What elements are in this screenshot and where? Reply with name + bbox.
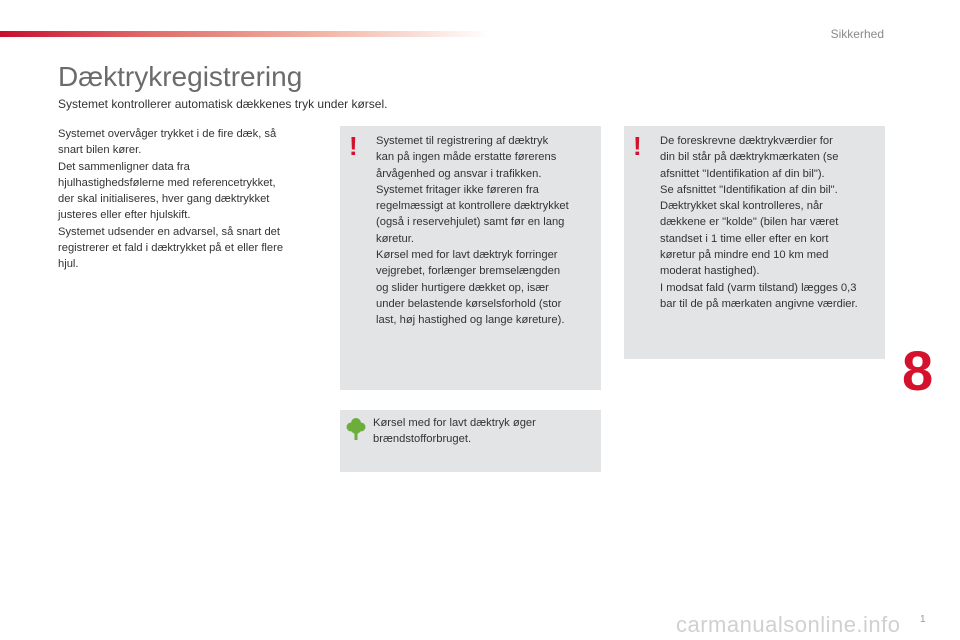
- warning-box-safety-text: [376, 133, 598, 329]
- text-line: årvågenhed og ansvar i trafikken.: [376, 167, 542, 180]
- text-line: Systemet overvåger trykket i de fire dæk, så: [58, 128, 277, 140]
- exclamation-icon: !: [633, 131, 642, 161]
- text-line: vejgrebet, forlænger bremselængden: [376, 265, 561, 278]
- text-line: afsnittet "Identifikation af din bil").: [660, 167, 825, 180]
- header-accent-bar: [0, 31, 490, 37]
- text-line: Kørsel med for lavt dæktryk øger: [373, 417, 536, 429]
- text-line: hjulhastighedsfølerne med referencetrykket,: [58, 176, 276, 189]
- text-line: køretur.: [376, 232, 414, 245]
- text-line: Systemet til registrering af dæktryk: [376, 135, 549, 147]
- text-line: kan på ingen måde erstatte førerens: [376, 151, 557, 164]
- text-line: regelmæssigt at kontrollere dæktrykket: [376, 200, 569, 213]
- text-line: under belastende kørselsforhold (stor: [376, 297, 562, 310]
- text-line: bar til de på mærkaten angivne værdier.: [660, 297, 858, 310]
- text-line: Det sammenligner data fra: [58, 160, 190, 173]
- tree-icon: [346, 417, 366, 441]
- text-line: De foreskrevne dæktrykværdier for: [660, 135, 833, 147]
- text-line: hjul.: [58, 258, 79, 271]
- section-label: Sikkerhed: [830, 27, 884, 41]
- text-line: (også i reservehjulet) samt før en lang: [376, 216, 565, 229]
- page-subtitle: Systemet kontrollerer automatisk dækkenes tryk under kørsel.: [58, 97, 388, 111]
- page-title: Dæktrykregistrering: [58, 61, 303, 92]
- exclamation-icon: !: [349, 131, 358, 161]
- text-line: og slider hurtigere dækket op, især: [376, 281, 549, 294]
- text-line: Kørsel med for lavt dæktryk forringer: [376, 249, 558, 262]
- text-line: køretur på mindre end 10 km med: [660, 249, 829, 262]
- text-line: Se afsnittet "Identifikation af din bil".: [660, 183, 838, 196]
- watermark-text[interactable]: carmanualsonline.info: [676, 612, 901, 637]
- text-line: dækkene er "kolde" (bilen har været: [660, 216, 839, 229]
- text-line: der skal initialiseres, hver gang dæktrykket: [58, 193, 270, 206]
- warning-box-pressure-text: [660, 133, 882, 312]
- eco-tip-text: [373, 415, 595, 448]
- text-line: justeres eller efter hjulskift.: [58, 209, 191, 222]
- text-line: moderat hastighed).: [660, 265, 760, 278]
- text-line: din bil står på dæktrykmærkaten (se: [660, 151, 839, 164]
- text-line: snart bilen kører.: [58, 144, 142, 157]
- page-number: 1: [920, 614, 926, 625]
- text-line: Dæktrykket skal kontrolleres, når: [660, 200, 823, 213]
- text-line: last, høj hastighed og lange køreture).: [376, 314, 565, 327]
- text-line: standset i 1 time eller efter en kort: [660, 232, 829, 245]
- text-line: Systemet fritager ikke føreren fra: [376, 183, 539, 196]
- text-line: brændstofforbruget.: [373, 433, 472, 446]
- text-line: registrerer et fald i dæktrykket på et eller flere: [58, 242, 284, 255]
- text-line: I modsat fald (varm tilstand) lægges 0,3: [660, 281, 857, 294]
- left-column-text: [58, 126, 318, 273]
- text-line: Systemet udsender en advarsel, så snart det: [58, 225, 281, 238]
- chapter-number: 8: [902, 339, 934, 402]
